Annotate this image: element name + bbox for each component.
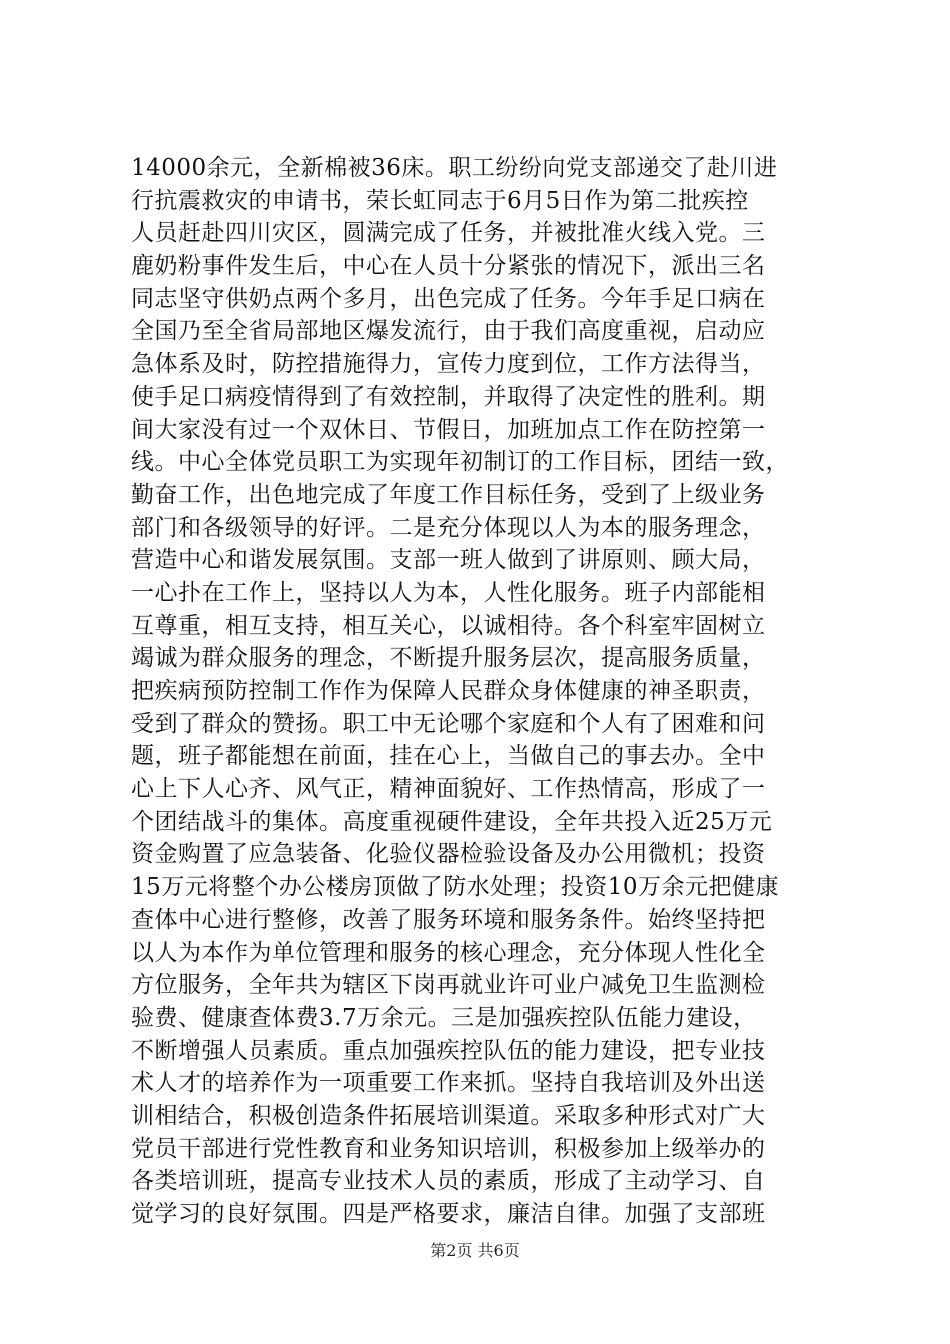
- body-line: 题，班子都能想在前面，挂在心上，当做自己的事去办。全中: [131, 743, 766, 770]
- body-line: 全国乃至全省局部地区爆发流行，由于我们高度重视，启动应: [131, 318, 766, 345]
- body-line: 勤奋工作，出色地完成了年度工作目标任务，受到了上级业务: [131, 481, 766, 508]
- body-line: 训相结合，积极创造条件拓展培训渠道。采取多种形式对广大: [131, 1102, 766, 1129]
- body-line: 心上下人心齐、风气正，精神面貌好、工作热情高，形成了一: [131, 776, 766, 803]
- body-line: 人员赶赴四川灾区，圆满完成了任务，并被批准火线入党。三: [131, 220, 766, 247]
- body-line: 查体中心进行整修，改善了服务环境和服务条件。始终坚持把: [131, 906, 766, 933]
- body-line: 营造中心和谐发展氛围。支部一班人做到了讲原则、顾大局，: [131, 547, 766, 574]
- body-line: 鹿奶粉事件发生后，中心在人员十分紧张的情况下，派出三名: [131, 253, 766, 280]
- body-line: 各类培训班，提高专业技术人员的素质，形成了主动学习、自: [131, 1168, 766, 1195]
- body-line: 竭诚为群众服务的理念，不断提升服务层次，提高服务质量，: [131, 645, 766, 672]
- body-line: 15万元将整个办公楼房顶做了防水处理；投资10万余元把健康: [131, 874, 780, 901]
- body-line: 14000余元，全新棉被36床。职工纷纷向党支部递交了赴川进: [131, 155, 778, 181]
- body-line: 一心扑在工作上，坚持以人为本，人性化服务。班子内部能相: [131, 579, 766, 606]
- page-footer: [0, 1240, 950, 1262]
- body-line: 间大家没有过一个双休日、节假日，加班加点工作在防控第一: [131, 416, 766, 443]
- body-line: 术人才的培养作为一项重要工作来抓。坚持自我培训及外出送: [131, 1070, 766, 1097]
- body-line: 互尊重，相互支持，相互关心，以诚相待。各个科室牢固树立: [131, 612, 766, 639]
- body-line: 资金购置了应急装备、化验仪器检验设备及办公用微机；投资: [131, 841, 766, 868]
- body-line: 把疾病预防控制工作作为保障人民群众身体健康的神圣职责，: [131, 678, 766, 704]
- body-line: 行抗震救灾的申请书，荣长虹同志于6月5日作为第二批疾控: [131, 187, 749, 214]
- document-body: [131, 152, 831, 1231]
- body-line: 方位服务，全年共为辖区下岗再就业许可业户减免卫生监测检: [131, 972, 766, 999]
- body-line: 线。中心全体党员职工为实现年初制订的工作目标，团结一致，: [131, 449, 789, 476]
- body-line: 个团结战斗的集体。高度重视硬件建设，全年共投入近25万元: [131, 808, 773, 835]
- body-line: 不断增强人员素质。重点加强疾控队伍的能力建设，把专业技: [131, 1037, 766, 1064]
- body-line: 部门和各级领导的好评。二是充分体现以人为本的服务理念，: [131, 514, 766, 541]
- page-number-label: 第2页 共6页: [430, 1241, 520, 1260]
- body-line: 以人为本作为单位管理和服务的核心理念，充分体现人性化全: [131, 939, 766, 966]
- body-line: 觉学习的良好氛围。四是严格要求，廉洁自律。加强了支部班: [131, 1201, 766, 1227]
- body-line: 使手足口病疫情得到了有效控制，并取得了决定性的胜利。期: [131, 383, 766, 410]
- body-line: 急体系及时，防控措施得力，宣传力度到位，工作方法得当，: [131, 351, 766, 378]
- body-line: 验费、健康查体费3.7万余元。三是加强疾控队伍能力建设，: [131, 1004, 757, 1031]
- body-line: 党员干部进行党性教育和业务知识培训，积极参加上级举办的: [131, 1135, 766, 1162]
- body-line: 同志坚守供奶点两个多月，出色完成了任务。今年手足口病在: [131, 285, 766, 312]
- body-line: 受到了群众的赞扬。职工中无论哪个家庭和个人有了困难和问: [131, 710, 766, 737]
